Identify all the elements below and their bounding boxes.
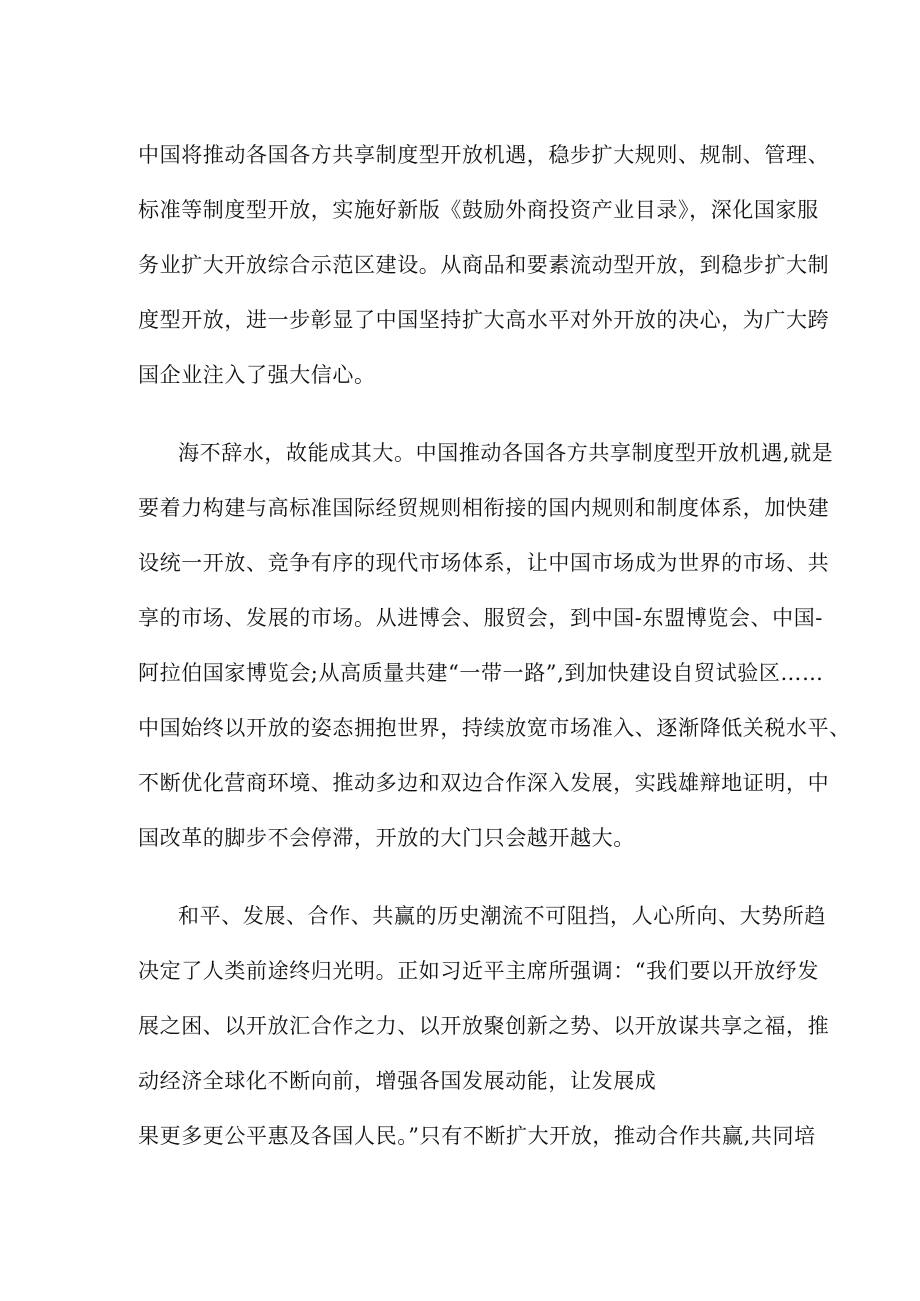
text-line: 不断优化营商环境、推动多边和双边合作深入发展，实践雄辩地证明，中: [138, 771, 830, 795]
text-line: 度型开放，进一步彰显了中国坚持扩大高水平对外开放的决心，为广大跨: [138, 308, 830, 332]
text-line: 中国将推动各国各方共享制度型开放机遇，稳步扩大规则、规制、管理、: [138, 143, 830, 167]
text-line: 要着力构建与高标准国际经贸规则相衔接的国内规则和制度体系，加快建: [138, 496, 830, 520]
text-line: 动经济全球化不断向前，增强各国发展动能，让发展成: [138, 1069, 657, 1093]
text-line: 国改革的脚步不会停滞，开放的大门只会越开越大。: [138, 826, 635, 850]
text-line: 决定了人类前途终归光明。正如习近平主席所强调：“我们要以开放纾发: [138, 959, 819, 983]
text-line: 展之困、以开放汇合作之力、以开放聚创新之势、以开放谋共享之福，推: [138, 1014, 830, 1038]
text-line: 海不辞水，故能成其大。中国推动各国各方共享制度型开放机遇,就是: [178, 441, 834, 465]
text-line: 设统一开放、竞争有序的现代市场体系，让中国市场成为世界的市场、共: [138, 551, 830, 575]
text-line: 中国始终以开放的姿态拥抱世界，持续放宽市场准入、逐渐降低关税水平、: [138, 716, 851, 740]
text-line: 国企业注入了强大信心。: [138, 363, 376, 387]
text-line: 和平、发展、合作、共赢的历史潮流不可阻挡，人心所向、大势所趋: [178, 904, 826, 928]
text-line: 阿拉伯国家博览会;从高质量共建“一带一路”,到加快建设自贸试验区……: [138, 661, 824, 685]
text-line: 务业扩大开放综合示范区建设。从商品和要素流动型开放，到稳步扩大制: [138, 253, 830, 277]
text-line: 标准等制度型开放，实施好新版《鼓励外商投资产业目录》，深化国家服: [138, 198, 819, 222]
text-line: 果更多更公平惠及各国人民。”只有不断扩大开放，推动合作共赢,共同培: [138, 1124, 816, 1148]
text-line: 享的市场、发展的市场。从进博会、服贸会，到中国-东盟博览会、中国-: [138, 606, 823, 630]
